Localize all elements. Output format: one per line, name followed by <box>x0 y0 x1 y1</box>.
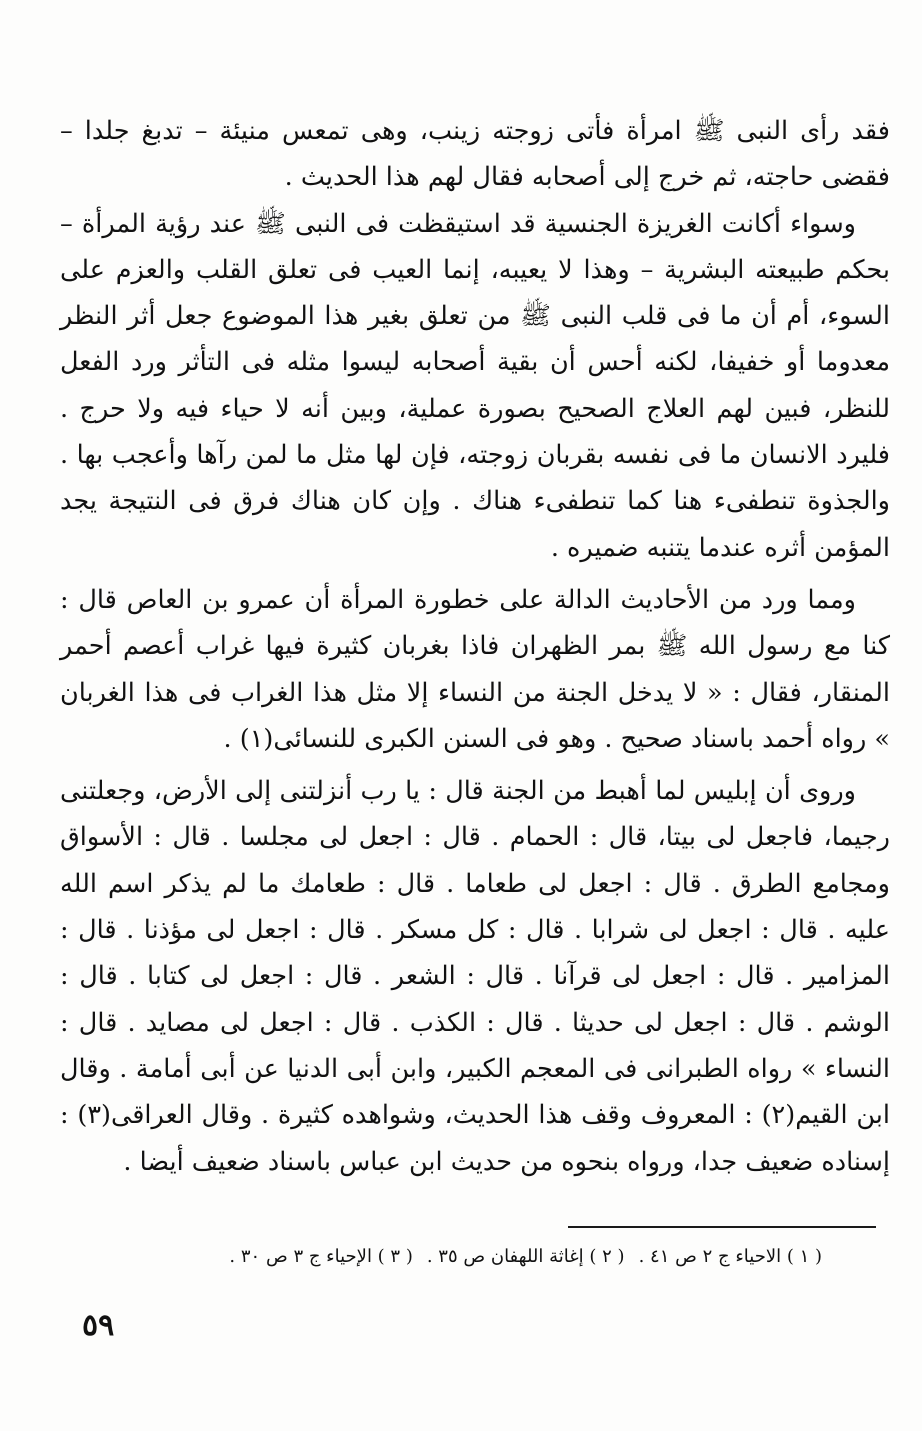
footnote-separator <box>568 1226 876 1228</box>
paragraph-4: وروى أن إبليس لما أهبط من الجنة قال : يا رب أنزلتنى إلى الأرض، وجعلتنى رجيما، فاجعل لى بيتا، قال : الحمام . قال : اجعل لى مجلسا . قال : الأسواق ومجامع الطرق . قال : اجعل لى طعاما . قال : طعامك ما لم يذكر اسم الله عليه . قال : اجعل لى شرابا . قال : كل مسكر . قال : اجعل لى مؤذنا . قال : المزامير . قال : اجعل لى قرآنا . قال : الشعر . قال : اجعل لى كتابا . قال : الوشم . قال : اجعل لى حديثا . قال : الكذب . قال : اجعل لى مصايد . قال : النساء » رواه الطبرانى فى المعجم الكبير، وابن أبى الدنيا عن أبى أمامة . وقال ابن القيم(٢) : المعروف وقف هذا الحديث، وشواهده كثيرة . وقال العراقى(٣) : إسناده ضعيف جدا، ورواه بنحوه من حديث ابن عباس باسناد ضعيف أيضا . <box>60 776 890 1177</box>
footnote-2: ( ٢ ) إغاثة اللهفان ص ٣٥ . <box>426 1246 625 1267</box>
paragraph-2: وسواء أكانت الغريزة الجنسية قد استيقظت فى النبى ﷺ عند رؤية المرأة – بحكم طبيعته البشرية – وهذا لا يعيبه، إنما العيب فى تعلق القلب والعزم على السوء، أم أن ما فى قلب النبى ﷺ من تعلق بغير هذا الموضوع جعل أثر النظر معدوما أو خفيفا، لكنه أحس أن بقية أصحابه ليسوا مثله فى التأثر ورد الفعل للنظر، فبين لهم العلاج الصحيح بصورة عملية، وبين أنه لا حياء فيه ولا حرج . فليرد الانسان ما فى نفسه بقربان زوجته، فإن لها مثل ما لمن رآها وأعجب بها . والجذوة تنطفىء هنا كما تنطفىء هناك . وإن كان هناك فرق فى النتيجة يجد المؤمن أثره عندما يتنبه ضميره . <box>60 208 890 563</box>
paragraph-3: ومما ورد من الأحاديث الدالة على خطورة المرأة أن عمرو بن العاص قال : كنا مع رسول الله ﷺ بمر الظهران فاذا بغربان كثيرة فيها غراب أعصم أحمر المنقار، فقال : « لا يدخل الجنة من النساء إلا مثل هذا الغراب فى هذا الغربان » رواه أحمد باسناد صحيح . وهو فى السنن الكبرى للنسائى(١) . <box>60 584 890 754</box>
paragraph-1: فقد رأى النبى ﷺ امرأة فأتى زوجته زينب، وهى تمعس منيئة – تدبغ جلدا – فقضى حاجته، ثم خرج إلى أصحابه فقال لهم هذا الحديث . <box>60 116 890 193</box>
footnotes <box>90 1242 822 1272</box>
footnote-3: ( ٣ ) الإحياء ج ٣ ص ٣٠ . <box>229 1246 413 1267</box>
main-text <box>60 108 890 1185</box>
footnote-1: ( ١ ) الاحياء ج ٢ ص ٤١ . <box>638 1246 822 1267</box>
page-number: ٥٩ <box>82 1308 115 1343</box>
